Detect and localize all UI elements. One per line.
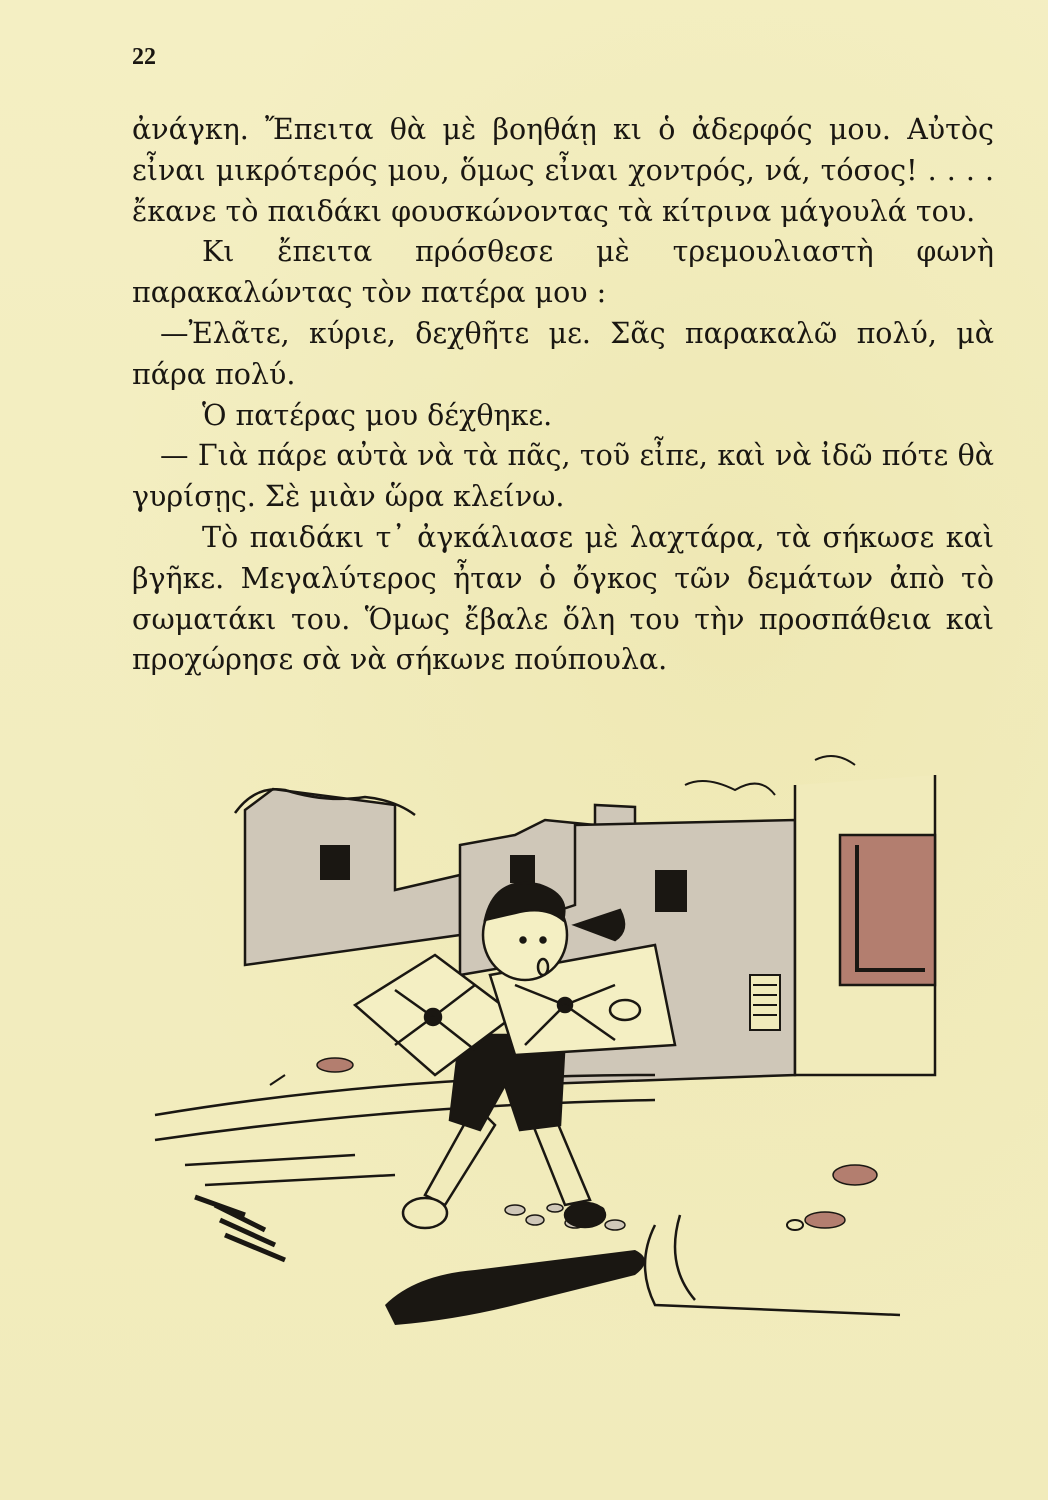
shutter: [750, 975, 780, 1030]
body-text: [132, 110, 994, 681]
window: [655, 870, 687, 912]
paragraph: ἀνάγκη. Ἔπειτα θὰ μὲ βοηθάῃ κι ὁ ἀδερφός μου. Αὐτὸς εἶναι μικρότερός μου, ὅμως εἶναι χοντρός, νά, τόσος! . . . . ἔκανε τὸ παιδάκι φουσκώνοντας τὰ κίτρινα μάγουλά του.: [132, 113, 994, 228]
boy-carrying-parcels-illustration: [95, 745, 1005, 1335]
window: [510, 855, 535, 883]
boy-shadow: [385, 1250, 645, 1325]
paragraph: — Γιὰ πάρε αὐτὰ νὰ τὰ πᾶς, τοῦ εἶπε, καὶ νὰ ἰδῶ πότε θὰ γυρίσῃς. Σὲ μιὰν ὥρα κλείνω.: [132, 439, 994, 514]
paragraph: Τὸ παιδάκι τ᾽ ἀγκάλιασε μὲ λαχτάρα, τὰ σήκωσε καὶ βγῆκε. Μεγαλύτερος ἦταν ὁ ὄγκος τῶν δεμάτων ἀπὸ τὸ σωματάκι του. Ὅμως ἔβαλε ὅλη του τὴν προσπάθεια καὶ προχώρησε σὰ νὰ σήκωνε πούπουλα.: [132, 520, 994, 677]
paragraph: —Ἐλᾶτε, κύριε, δεχθῆτε με. Σᾶς παρακαλῶ πολύ, μὰ πάρα πολύ.: [132, 316, 994, 391]
window: [320, 845, 350, 880]
drain-grate: [195, 1197, 285, 1260]
page-number: 22: [132, 44, 156, 70]
paragraph: Κι ἔπειτα πρόσθεσε μὲ τρεμουλιαστὴ φωνὴ παρακαλώντας τὸν πατέρα μου :: [132, 235, 994, 310]
brown-door: [840, 835, 935, 985]
paragraph: Ὁ πατέρας μου δέχθηκε.: [202, 398, 553, 432]
